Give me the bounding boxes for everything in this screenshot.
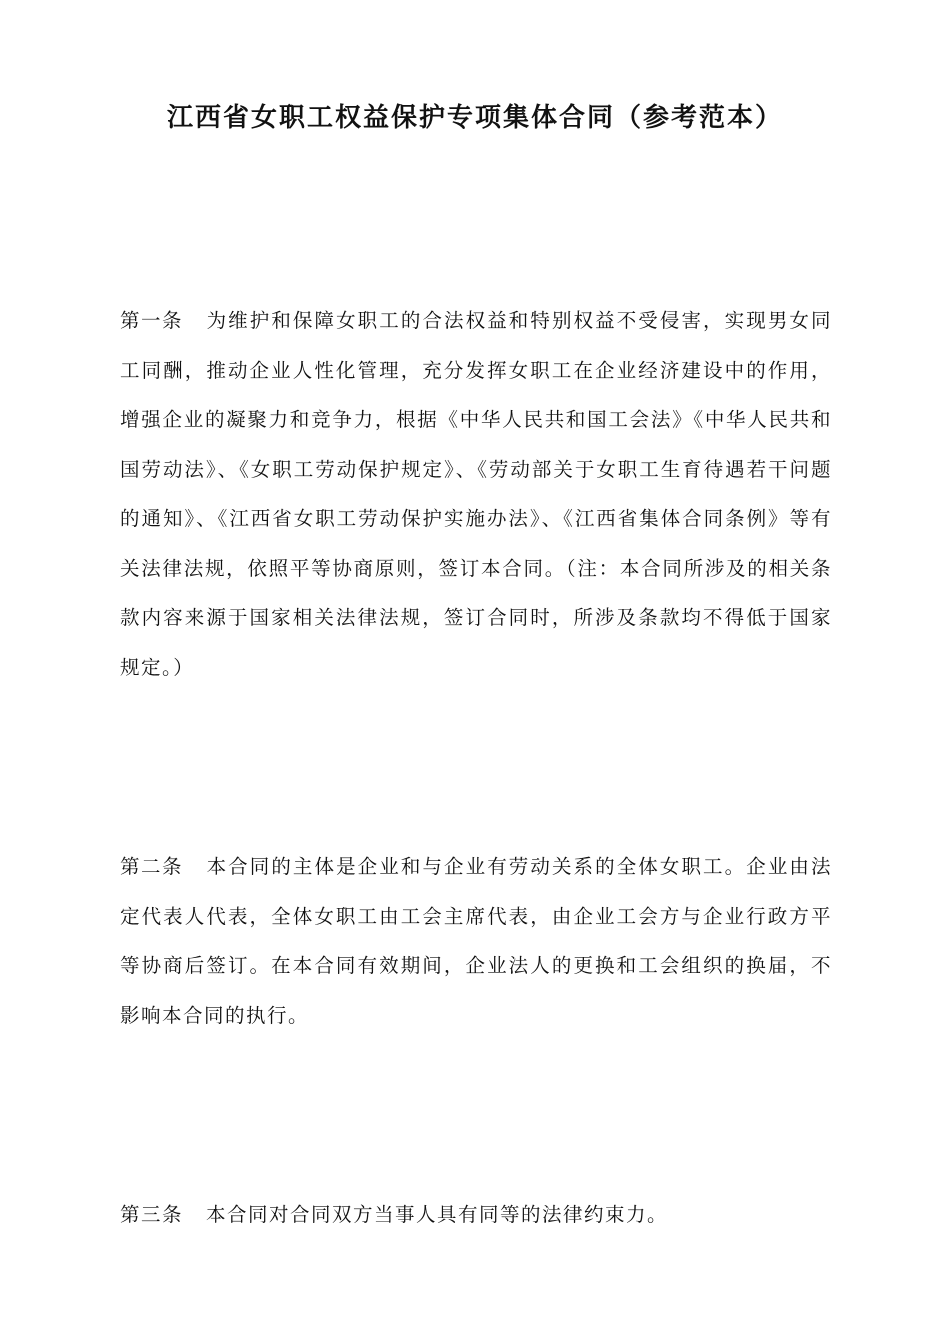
document-title: 江西省女职工权益保护专项集体合同（参考范本） xyxy=(166,103,783,133)
article-3-text: 本合同对合同双方当事人具有同等的法律约束力。 xyxy=(206,1203,669,1226)
article-3-number: 第三条 xyxy=(120,1203,184,1226)
article-2-number: 第二条 xyxy=(120,855,184,878)
article-1-text: 为维护和保障女职工的合法权益和特别权益不受侵害，实现男女同工同酬，推动企业人性化管理，充分发挥女职工在企业经济建设中的作用，增强企业的凝聚力和竞争力，根据《中华人民共和国工会法》《中华人民共和国劳动法》、《女职工劳动保护规定》、《劳动部关于女职工生育待遇若干问题的通知》、《江西省女职工劳动保护实施办法》、《江西省集体合同条例》等有关法律法规，依照平等协商原则，签订本合同。（注：本合同所涉及的相关条款内容来源于国家相关法律法规，签订合同时，所涉及条款均不得低于国家规定。） xyxy=(120,309,832,679)
article-2-text: 本合同的主体是企业和与企业有劳动关系的全体女职工。企业由法定代表人代表，全体女职工由工会主席代表，由企业工会方与企业行政方平等协商后签订。在本合同有效期间，企业法人的更换和工会组织的换届，不影响本合同的执行。 xyxy=(120,855,832,1027)
article-2 xyxy=(120,842,832,1040)
article-3 xyxy=(120,1190,832,1240)
article-1-number: 第一条 xyxy=(120,309,184,332)
article-1 xyxy=(120,296,832,692)
